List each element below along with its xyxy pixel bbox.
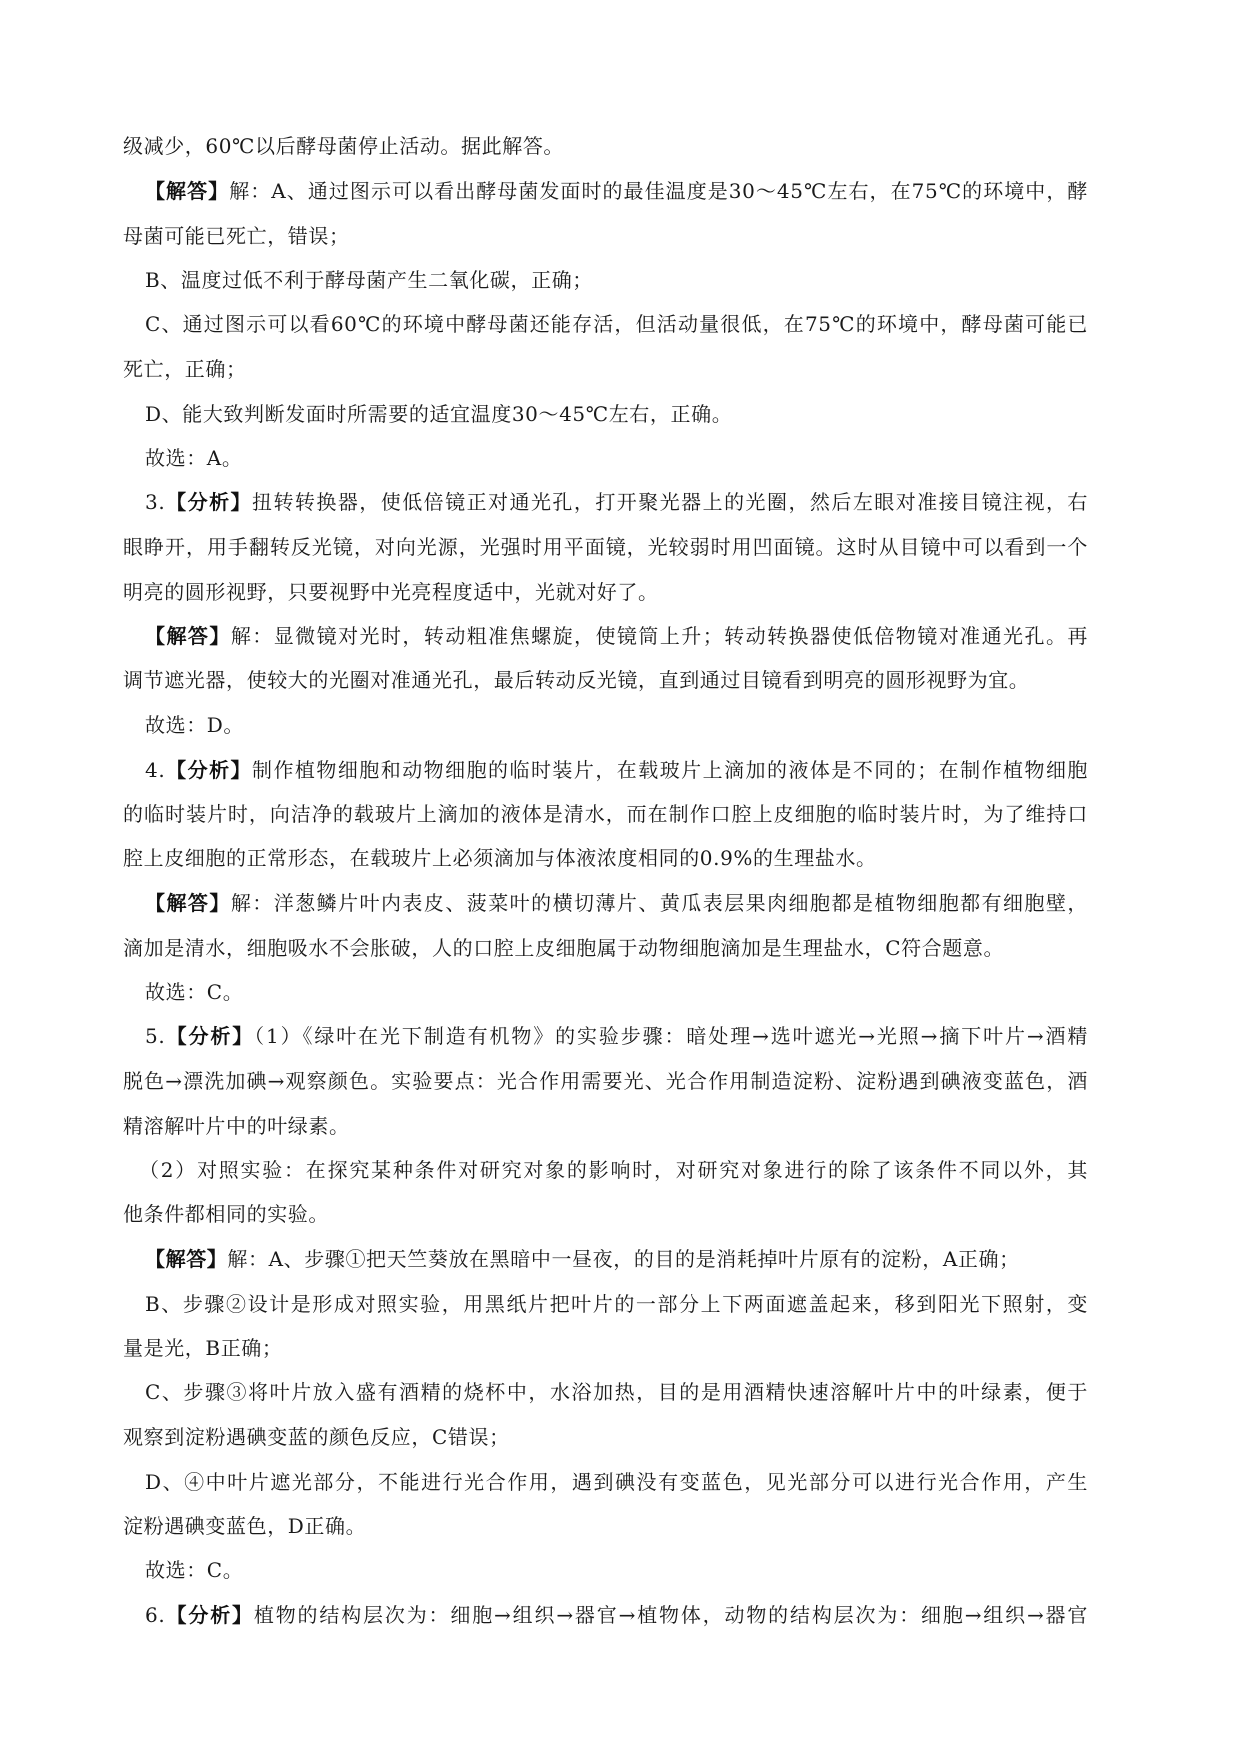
text-line-26: 【解答】解：A、步骤①把天竺葵放在黑暗中一昼夜，的目的是消耗掉叶片原有的淀粉，A正确； xyxy=(145,1247,1020,1271)
text-line-1: 级减少，60℃以后酵母菌停止活动。据此解答。 xyxy=(123,134,565,158)
text-line-6: 死亡，正确； xyxy=(123,357,247,381)
text-line-5: C、通过图示可以看60℃的环境中酵母菌还能存活，但活动量很低，在75℃的环境中，酵母菌可能已 xyxy=(145,312,1088,336)
text-line-12: 【解答】解：显微镜对光时，转动粗准焦螺旋，使镜筒上升；转动转换器使低倍物镜对准通光孔。再 xyxy=(145,624,1089,648)
text-line-24: （2）对照实验：在探究某种条件对研究对象的影响时，对研究对象进行的除了该条件不同以外，其 xyxy=(139,1158,1088,1182)
text-line-33: 故选：C。 xyxy=(145,1558,244,1582)
text-line-15: 4.【分析】制作植物细胞和动物细胞的临时装片，在载玻片上滴加的液体是不同的；在制作植物细胞 xyxy=(145,758,1089,782)
text-line-34: 6.【分析】植物的结构层次为：细胞→组织→器官→植物体，动物的结构层次为：细胞→组织→器官 xyxy=(145,1603,1088,1627)
text-line-9: 3.【分析】扭转转换器，使低倍镜正对通光孔，打开聚光器上的光圈，然后左眼对准接目镜注视，右 xyxy=(145,490,1089,514)
text-line-27: B、步骤②设计是形成对照实验，用黑纸片把叶片的一部分上下两面遮盖起来，移到阳光下照射，变 xyxy=(145,1292,1088,1316)
text-line-14: 故选：D。 xyxy=(145,713,245,737)
text-line-3: 母菌可能已死亡，错误； xyxy=(123,224,350,248)
text-line-28: 量是光，B正确； xyxy=(123,1336,283,1360)
text-line-29: C、步骤③将叶片放入盛有酒精的烧杯中，水浴加热，目的是用酒精快速溶解叶片中的叶绿素，便于 xyxy=(145,1380,1088,1404)
text-line-8: 故选：A。 xyxy=(145,446,243,470)
text-line-22: 脱色→漂洗加碘→观察颜色。实验要点：光合作用需要光、光合作用制造淀粉、淀粉遇到碘液变蓝色，酒 xyxy=(123,1069,1088,1093)
text-line-4: B、温度过低不利于酵母菌产生二氧化碳，正确； xyxy=(145,268,593,292)
text-line-10: 眼睁开，用手翻转反光镜，对向光源，光强时用平面镜，光较弱时用凹面镜。这时从目镜中可以看到一个 xyxy=(123,535,1088,559)
text-line-31: D、④中叶片遮光部分，不能进行光合作用，遇到碘没有变蓝色，见光部分可以进行光合作用，产生 xyxy=(145,1470,1088,1494)
text-line-21: 5.【分析】（1）《绿叶在光下制造有机物》的实验步骤：暗处理→选叶遮光→光照→摘下叶片→酒精 xyxy=(145,1024,1088,1048)
text-line-20: 故选：C。 xyxy=(145,980,244,1004)
text-line-13: 调节遮光器，使较大的光圈对准通光孔，最后转动反光镜，直到通过目镜看到明亮的圆形视野为宜。 xyxy=(123,668,1030,692)
text-line-23: 精溶解叶片中的叶绿素。 xyxy=(123,1114,350,1138)
text-line-18: 【解答】解：洋葱鳞片叶内表皮、菠菜叶的横切薄片、黄瓜表层果肉细胞都是植物细胞都有细胞壁， xyxy=(145,891,1089,915)
text-line-7: D、能大致判断发面时所需要的适宜温度30～45℃左右，正确。 xyxy=(145,402,733,426)
text-line-32: 淀粉遇碘变蓝色，D正确。 xyxy=(123,1514,367,1538)
text-line-16: 的临时装片时，向洁净的载玻片上滴加的液体是清水，而在制作口腔上皮细胞的临时装片时，为了维持口 xyxy=(123,802,1088,826)
text-line-11: 明亮的圆形视野，只要视野中光亮程度适中，光就对好了。 xyxy=(123,580,659,604)
text-line-17: 腔上皮细胞的正常形态，在载玻片上必须滴加与体液浓度相同的0.9%的生理盐水。 xyxy=(123,846,877,870)
text-line-2: 【解答】解：A、通过图示可以看出酵母菌发面时的最佳温度是30～45℃左右，在75℃的环境中，酵 xyxy=(145,179,1088,203)
text-line-19: 滴加是清水，细胞吸水不会胀破，人的口腔上皮细胞属于动物细胞滴加是生理盐水，C符合题意。 xyxy=(123,936,1005,960)
text-line-25: 他条件都相同的实验。 xyxy=(123,1202,329,1226)
text-line-30: 观察到淀粉遇碘变蓝的颜色反应，C错误； xyxy=(123,1425,510,1449)
